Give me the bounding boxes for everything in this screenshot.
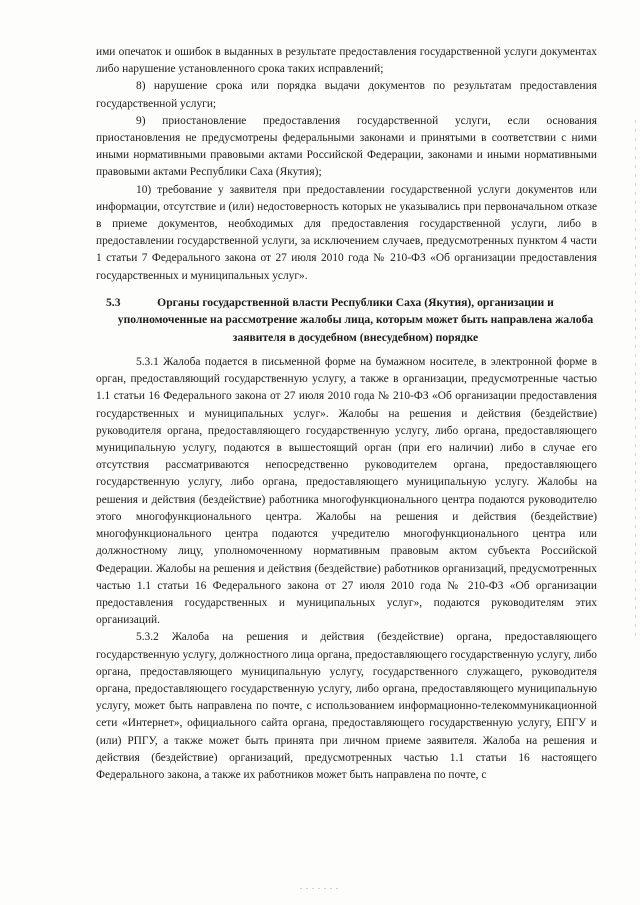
list-item-9: 9) приостановление предоставления государственной услуги, если основания приостановления не предусмотрены федеральными законами и принятыми в соответствии с ними иными нормативными правовыми актами Российской Федерации, законами и иными нормативными правовыми актами Республики Саха (Якутия); [96,114,597,179]
paragraph-intro: ими опечаток и ошибок в выданных в результате предоставления государственной услуги документах либо нарушение установленного срока таких исправлений; [96,46,597,76]
list-item-10: 10) требование у заявителя при предоставлении государственной услуги документов или информации, отсутствие и (или) недостоверность которых не указывались при первоначальном отказе в приеме документов, необходимых для предоставления государственной услуги, либо в предоставлении государственной услуги, за исключением случаев, предусмотренных пунктом 4 части 1 статьи 7 Федерального закона от 27 июля 2010 года № 210-ФЗ «Об организации предоставления государственных и муниципальных услуг». [96,183,597,282]
document-body [96,44,597,784]
list-item-8: 8) нарушение срока или порядка выдачи документов по результатам предоставления государственной услуги; [96,80,597,110]
section-number: 5.3 [106,295,121,309]
section-heading [96,294,597,346]
paragraph-5-3-2: 5.3.2 Жалоба на решения и действия (бездействие) органа, предоставляющего государственную услугу, должностного лица органа, предоставляющего государственную услугу, либо органа, предоставляющего муниципальную услугу, государственного служащего, руководителя органа, предоставляющего государственную услугу, либо органа, предоставляющего муниципальную услугу, может быть направлена по почте, с использованием информационно-телекоммуникационной сети «Интернет», официального сайта органа, предоставляющего государственную услугу, ЕПГУ и (или) РПГУ, а также может быть принята при личном приеме заявителя. Жалоба на решения и действия (бездействие) организаций, предусмотренных частью 1.1 статьи 16 настоящего Федерального закона, а также их работников может быть направлена по почте, с [96,631,597,781]
section-title: Органы государственной власти Республики Саха (Якутия), организации и уполномоченные на рассмотрение жалобы лица, которым может быть направлена жалоба заявителя в досудебном (внесудебном) порядке [117,295,594,344]
scan-edge-mark [635,120,636,640]
paragraph-5-3-1: 5.3.1 Жалоба подается в письменной форме на бумажном носителе, в электронной форме в орган, предоставляющий государственную услугу, а также в организации, предусмотренные частью 1.1 статьи 16 Федерального закона от 27 июля 2010 года № 210-ФЗ «Об организации предоставления государственных и муниципальных услуг». Жалобы на решения и действия (бездействие) руководителя органа, предоставляющего государственную услугу, либо органа, предоставляющего муниципальную услугу, подаются в вышестоящий орган (при его наличии) либо в случае его отсутствия рассматриваются непосредственно руководителем органа, предоставляющего государственную услугу, либо органа, предоставляющего муниципальную услугу. Жалобы на решения и действия (бездействие) работника многофункционального центра подаются руководителю этого многофункционального центра. Жалобы на решения и действия (бездействие) многофункционального центра подаются учредителю многофункционального центра или должностному лицу, уполномоченному нормативным правовым актом субъекта Российской Федерации. Жалобы на решения и действия (бездействие) работников организаций, предусмотренных частью 1.1 статьи 16 Федерального закона от 27 июля 2010 года № 210-ФЗ «Об организации предоставления государственных и муниципальных услуг», подаются руководителям этих организаций. [96,356,597,627]
scan-bottom-mark [300,888,340,889]
